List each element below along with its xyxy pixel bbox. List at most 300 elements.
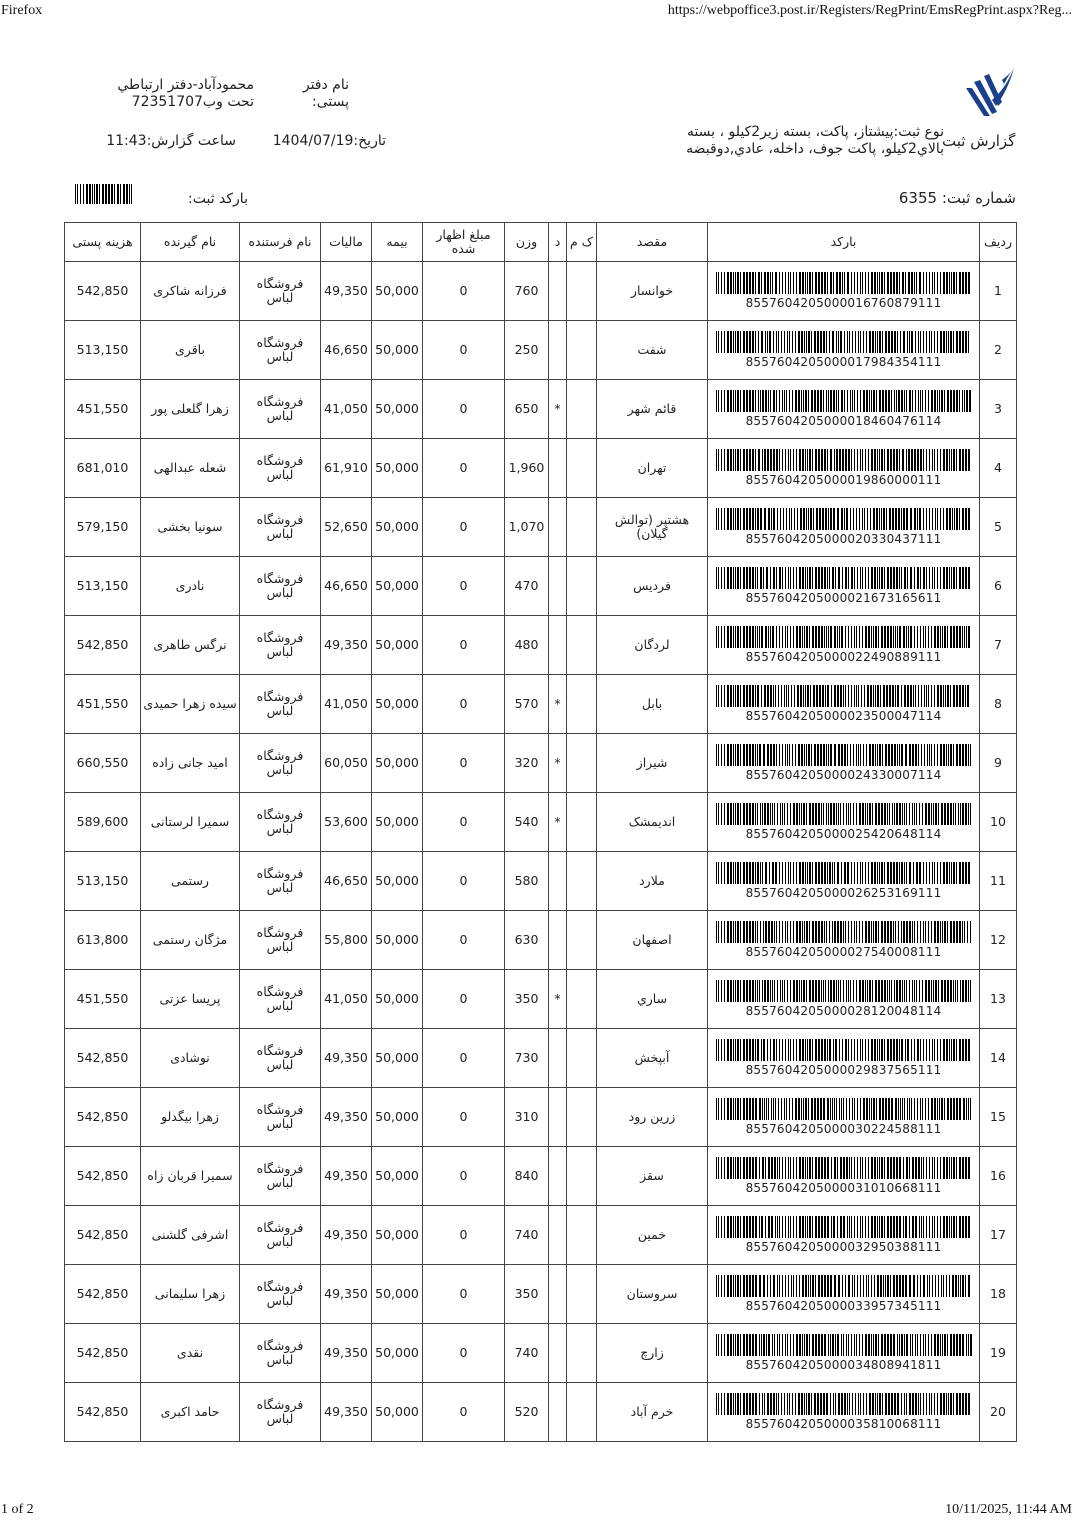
cell-receiver: حامد اکبری <box>141 1383 240 1442</box>
office-label: نام دفتر پستی: <box>302 77 349 110</box>
barcode-cell <box>708 557 980 616</box>
barcode-number: 8557604205000030224588111 <box>745 1122 942 1136</box>
table-row <box>65 675 1017 734</box>
cell-d: * <box>549 380 567 439</box>
cell-receiver: باقری <box>141 321 240 380</box>
barcode-graphic <box>715 1393 973 1415</box>
cell-d <box>549 262 567 321</box>
table-row <box>65 321 1017 380</box>
column-header: بارکد <box>708 223 980 262</box>
cell-idx: 1 <box>980 262 1017 321</box>
barcode-graphic <box>715 1157 973 1179</box>
table-row <box>65 1029 1017 1088</box>
cell-idx: 11 <box>980 852 1017 911</box>
cell-tax: 41,050 <box>321 675 372 734</box>
cell-dest: قائم شهر <box>597 380 708 439</box>
barcode-graphic <box>715 626 973 648</box>
barcode-cell <box>708 852 980 911</box>
cell-idx: 14 <box>980 1029 1017 1088</box>
cell-tax: 49,350 <box>321 1147 372 1206</box>
barcode-graphic <box>715 449 973 471</box>
cell-tax: 49,350 <box>321 1029 372 1088</box>
report-title: گزارش ثبت <box>942 132 1016 150</box>
cell-dest: خرم آباد <box>597 1383 708 1442</box>
cell-cost: 513,150 <box>65 557 141 616</box>
cell-receiver: زهرا بیگدلو <box>141 1088 240 1147</box>
cell-tax: 46,650 <box>321 321 372 380</box>
cell-d <box>549 616 567 675</box>
cell-dest: بابل <box>597 675 708 734</box>
cell-tax: 46,650 <box>321 852 372 911</box>
cell-idx: 17 <box>980 1206 1017 1265</box>
cell-idx: 5 <box>980 498 1017 557</box>
barcode-graphic <box>715 508 973 530</box>
cell-km <box>567 321 597 380</box>
cell-sender: فروشگاه لباس <box>240 911 321 970</box>
cell-insurance: 50,000 <box>372 1383 423 1442</box>
cell-receiver: نوشادی <box>141 1029 240 1088</box>
cell-sender: فروشگاه لباس <box>240 380 321 439</box>
barcode-cell <box>708 793 980 852</box>
cell-receiver: مژگان رستمی <box>141 911 240 970</box>
cell-insurance: 50,000 <box>372 793 423 852</box>
cell-declared: 0 <box>423 1206 505 1265</box>
barcode-graphic <box>715 1275 973 1297</box>
registration-table <box>64 222 1017 1442</box>
cell-declared: 0 <box>423 793 505 852</box>
cell-cost: 513,150 <box>65 321 141 380</box>
table-row <box>65 793 1017 852</box>
cell-insurance: 50,000 <box>372 1088 423 1147</box>
cell-declared: 0 <box>423 675 505 734</box>
cell-d <box>549 1383 567 1442</box>
cell-dest: اندیمشک <box>597 793 708 852</box>
cell-dest: زارچ <box>597 1324 708 1383</box>
barcode-cell <box>708 1088 980 1147</box>
cell-tax: 41,050 <box>321 380 372 439</box>
cell-insurance: 50,000 <box>372 1029 423 1088</box>
cell-sender: فروشگاه لباس <box>240 1206 321 1265</box>
cell-weight: 740 <box>505 1324 549 1383</box>
post-logo-icon <box>958 66 1016 122</box>
column-header: د <box>549 223 567 262</box>
cell-km <box>567 1324 597 1383</box>
cell-weight: 320 <box>505 734 549 793</box>
table-row <box>65 1206 1017 1265</box>
barcode-number: 8557604205000019860000111 <box>745 473 942 487</box>
cell-km <box>567 498 597 557</box>
cell-idx: 8 <box>980 675 1017 734</box>
registration-number: شماره ثبت: 6355 <box>898 189 1016 207</box>
cell-dest: زرین رود <box>597 1088 708 1147</box>
barcode-graphic <box>715 980 973 1002</box>
table-row <box>65 734 1017 793</box>
cell-weight: 480 <box>505 616 549 675</box>
barcode-graphic <box>715 331 973 353</box>
cell-insurance: 50,000 <box>372 852 423 911</box>
cell-d <box>549 911 567 970</box>
barcode-graphic <box>715 803 973 825</box>
cell-sender: فروشگاه لباس <box>240 616 321 675</box>
column-header: بیمه <box>372 223 423 262</box>
cell-receiver: سمیرا قربان زاه <box>141 1147 240 1206</box>
barcode-number: 8557604205000034808941811 <box>745 1358 942 1372</box>
barcode-graphic <box>715 1216 973 1238</box>
table-header-row <box>65 223 1017 262</box>
cell-d: * <box>549 793 567 852</box>
column-header: مبلغ اظهار شده <box>423 223 505 262</box>
cell-declared: 0 <box>423 970 505 1029</box>
cell-weight: 250 <box>505 321 549 380</box>
barcode-graphic <box>715 1098 973 1120</box>
cell-declared: 0 <box>423 262 505 321</box>
barcode-number: 8557604205000032950388111 <box>745 1240 942 1254</box>
cell-declared: 0 <box>423 1324 505 1383</box>
cell-tax: 61,910 <box>321 439 372 498</box>
cell-cost: 681,010 <box>65 439 141 498</box>
registration-barcode-label: بارکد ثبت: <box>188 191 248 207</box>
barcode-number: 8557604205000017984354111 <box>745 355 942 369</box>
cell-declared: 0 <box>423 1147 505 1206</box>
barcode-graphic <box>715 744 973 766</box>
cell-receiver: سونیا بخشی <box>141 498 240 557</box>
barcode-cell <box>708 1029 980 1088</box>
cell-sender: فروشگاه لباس <box>240 793 321 852</box>
cell-weight: 1,960 <box>505 439 549 498</box>
table-row <box>65 498 1017 557</box>
cell-dest: اصفهان <box>597 911 708 970</box>
cell-insurance: 50,000 <box>372 380 423 439</box>
cell-receiver: فرزانه شاکری <box>141 262 240 321</box>
cell-idx: 19 <box>980 1324 1017 1383</box>
cell-cost: 613,800 <box>65 911 141 970</box>
cell-tax: 49,350 <box>321 616 372 675</box>
cell-declared: 0 <box>423 1383 505 1442</box>
table-row <box>65 262 1017 321</box>
column-header: ردیف <box>980 223 1017 262</box>
barcode-graphic <box>715 272 973 294</box>
table-row <box>65 911 1017 970</box>
cell-km <box>567 852 597 911</box>
cell-sender: فروشگاه لباس <box>240 321 321 380</box>
barcode-number: 8557604205000020330437111 <box>745 532 942 546</box>
cell-tax: 52,650 <box>321 498 372 557</box>
cell-sender: فروشگاه لباس <box>240 852 321 911</box>
cell-km <box>567 557 597 616</box>
cell-insurance: 50,000 <box>372 1265 423 1324</box>
barcode-graphic <box>715 567 973 589</box>
barcode-cell <box>708 321 980 380</box>
cell-declared: 0 <box>423 557 505 616</box>
cell-insurance: 50,000 <box>372 557 423 616</box>
cell-sender: فروشگاه لباس <box>240 1029 321 1088</box>
cell-d: * <box>549 970 567 1029</box>
cell-tax: 41,050 <box>321 970 372 1029</box>
cell-cost: 542,850 <box>65 1206 141 1265</box>
barcode-graphic <box>715 1039 973 1061</box>
cell-d <box>549 1324 567 1383</box>
barcode-number: 8557604205000029837565111 <box>745 1063 942 1077</box>
cell-declared: 0 <box>423 1088 505 1147</box>
cell-insurance: 50,000 <box>372 498 423 557</box>
cell-receiver: نقدی <box>141 1324 240 1383</box>
cell-dest: شفت <box>597 321 708 380</box>
barcode-number: 8557604205000022490889111 <box>745 650 942 664</box>
cell-tax: 46,650 <box>321 557 372 616</box>
cell-cost: 542,850 <box>65 616 141 675</box>
cell-cost: 542,850 <box>65 1088 141 1147</box>
cell-cost: 542,850 <box>65 1383 141 1442</box>
cell-km <box>567 911 597 970</box>
cell-weight: 630 <box>505 911 549 970</box>
cell-dest: ملارد <box>597 852 708 911</box>
cell-receiver: زهرا گلعلی پور <box>141 380 240 439</box>
cell-cost: 542,850 <box>65 1265 141 1324</box>
column-header: مقصد <box>597 223 708 262</box>
cell-dest: هشتپر (توالش گیلان) <box>597 498 708 557</box>
table-row <box>65 1088 1017 1147</box>
barcode-graphic <box>715 921 973 943</box>
cell-d <box>549 1147 567 1206</box>
cell-declared: 0 <box>423 498 505 557</box>
cell-insurance: 50,000 <box>372 970 423 1029</box>
table-row <box>65 852 1017 911</box>
barcode-number: 8557604205000027540008111 <box>745 945 942 959</box>
barcode-number: 8557604205000026253169111 <box>745 886 942 900</box>
barcode-cell <box>708 1147 980 1206</box>
cell-km <box>567 970 597 1029</box>
cell-km <box>567 616 597 675</box>
cell-insurance: 50,000 <box>372 439 423 498</box>
cell-dest: لردگان <box>597 616 708 675</box>
cell-km <box>567 262 597 321</box>
cell-receiver: سیده زهرا حمیدی <box>141 675 240 734</box>
report-time: ساعت گزارش:11:43 <box>106 133 236 149</box>
cell-weight: 570 <box>505 675 549 734</box>
cell-receiver: امید جانی زاده <box>141 734 240 793</box>
cell-dest: شیراز <box>597 734 708 793</box>
cell-dest: سقز <box>597 1147 708 1206</box>
cell-receiver: زهرا سلیمانی <box>141 1265 240 1324</box>
table-row <box>65 557 1017 616</box>
barcode-number: 8557604205000018460476114 <box>745 414 942 428</box>
column-header: ک م <box>567 223 597 262</box>
cell-cost: 451,550 <box>65 970 141 1029</box>
barcode-number: 8557604205000035810068111 <box>745 1417 942 1431</box>
cell-km <box>567 380 597 439</box>
barcode-graphic <box>715 685 973 707</box>
cell-weight: 840 <box>505 1147 549 1206</box>
cell-km <box>567 734 597 793</box>
cell-idx: 4 <box>980 439 1017 498</box>
cell-dest: آبپخش <box>597 1029 708 1088</box>
cell-insurance: 50,000 <box>372 675 423 734</box>
browser-name: Firefox <box>1 3 43 18</box>
barcode-graphic <box>715 862 973 884</box>
report-date: تاریخ:1404/07/19 <box>272 133 386 149</box>
cell-km <box>567 439 597 498</box>
cell-d <box>549 498 567 557</box>
table-row <box>65 1383 1017 1442</box>
cell-d <box>549 852 567 911</box>
cell-idx: 6 <box>980 557 1017 616</box>
column-header: مالیات <box>321 223 372 262</box>
cell-dest: فردیس <box>597 557 708 616</box>
cell-receiver: رستمی <box>141 852 240 911</box>
cell-km <box>567 675 597 734</box>
cell-d <box>549 321 567 380</box>
barcode-cell <box>708 1265 980 1324</box>
cell-declared: 0 <box>423 616 505 675</box>
cell-weight: 580 <box>505 852 549 911</box>
column-header: هزینه پستی <box>65 223 141 262</box>
barcode-cell <box>708 675 980 734</box>
barcode-number: 8557604205000033957345111 <box>745 1299 942 1313</box>
registration-barcode <box>74 184 136 204</box>
cell-tax: 53,600 <box>321 793 372 852</box>
cell-insurance: 50,000 <box>372 911 423 970</box>
cell-receiver: پریسا عزتی <box>141 970 240 1029</box>
cell-km <box>567 793 597 852</box>
cell-km <box>567 1029 597 1088</box>
barcode-cell <box>708 970 980 1029</box>
cell-dest: ساري <box>597 970 708 1029</box>
cell-sender: فروشگاه لباس <box>240 970 321 1029</box>
cell-weight: 470 <box>505 557 549 616</box>
cell-idx: 9 <box>980 734 1017 793</box>
cell-dest: سروستان <box>597 1265 708 1324</box>
cell-idx: 16 <box>980 1147 1017 1206</box>
cell-km <box>567 1206 597 1265</box>
cell-d <box>549 1206 567 1265</box>
barcode-cell <box>708 1324 980 1383</box>
cell-sender: فروشگاه لباس <box>240 262 321 321</box>
table-row <box>65 380 1017 439</box>
cell-idx: 13 <box>980 970 1017 1029</box>
page-url: https://webpoffice3.post.ir/Registers/RegPrint/EmsRegPrint.aspx?Reg... <box>667 3 1072 18</box>
barcode-cell <box>708 380 980 439</box>
cell-weight: 520 <box>505 1383 549 1442</box>
cell-sender: فروشگاه لباس <box>240 557 321 616</box>
cell-dest: خمین <box>597 1206 708 1265</box>
barcode-cell <box>708 1383 980 1442</box>
cell-declared: 0 <box>423 380 505 439</box>
cell-tax: 49,350 <box>321 1206 372 1265</box>
cell-sender: فروشگاه لباس <box>240 439 321 498</box>
table-row <box>65 970 1017 1029</box>
cell-insurance: 50,000 <box>372 262 423 321</box>
cell-receiver: شعله عبدالهی <box>141 439 240 498</box>
cell-idx: 2 <box>980 321 1017 380</box>
cell-declared: 0 <box>423 734 505 793</box>
cell-tax: 55,800 <box>321 911 372 970</box>
barcode-number: 8557604205000028120048114 <box>745 1004 942 1018</box>
cell-sender: فروشگاه لباس <box>240 1147 321 1206</box>
barcode-number: 8557604205000016760879111 <box>745 296 942 310</box>
table-row <box>65 616 1017 675</box>
cell-insurance: 50,000 <box>372 734 423 793</box>
cell-insurance: 50,000 <box>372 321 423 380</box>
registration-type: نوع ثبت:پیشتاز، پاکت، بسته زیر2کیلو ، بسته بالاي2کیلو، پاکت جوف، داخله، عادي,دوقبضه <box>686 124 944 157</box>
cell-declared: 0 <box>423 1265 505 1324</box>
barcode-cell <box>708 734 980 793</box>
cell-weight: 310 <box>505 1088 549 1147</box>
cell-d: * <box>549 734 567 793</box>
cell-d <box>549 1029 567 1088</box>
cell-cost: 542,850 <box>65 1324 141 1383</box>
cell-idx: 20 <box>980 1383 1017 1442</box>
cell-weight: 650 <box>505 380 549 439</box>
cell-weight: 760 <box>505 262 549 321</box>
cell-receiver: اشرفی گلشنی <box>141 1206 240 1265</box>
cell-km <box>567 1265 597 1324</box>
cell-cost: 579,150 <box>65 498 141 557</box>
cell-declared: 0 <box>423 852 505 911</box>
cell-receiver: سمیرا لرستانی <box>141 793 240 852</box>
cell-idx: 7 <box>980 616 1017 675</box>
cell-receiver: نرگس طاهری <box>141 616 240 675</box>
cell-cost: 660,550 <box>65 734 141 793</box>
cell-d <box>549 1088 567 1147</box>
print-datetime: 10/11/2025, 11:44 AM <box>945 1502 1072 1517</box>
column-header: نام گیرنده <box>141 223 240 262</box>
barcode-cell <box>708 911 980 970</box>
barcode-graphic <box>715 1334 973 1356</box>
cell-sender: فروشگاه لباس <box>240 1324 321 1383</box>
cell-weight: 1,070 <box>505 498 549 557</box>
cell-weight: 730 <box>505 1029 549 1088</box>
cell-dest: خوانسار <box>597 262 708 321</box>
cell-dest: تهران <box>597 439 708 498</box>
cell-d <box>549 557 567 616</box>
cell-cost: 451,550 <box>65 380 141 439</box>
column-header: نام فرستنده <box>240 223 321 262</box>
cell-weight: 350 <box>505 970 549 1029</box>
barcode-number: 8557604205000021673165611 <box>745 591 942 605</box>
table-row <box>65 1324 1017 1383</box>
cell-idx: 3 <box>980 380 1017 439</box>
barcode-cell <box>708 616 980 675</box>
barcode-number: 8557604205000023500047114 <box>745 709 942 723</box>
cell-tax: 49,350 <box>321 262 372 321</box>
cell-tax: 60,050 <box>321 734 372 793</box>
table-body <box>65 262 1017 1442</box>
cell-km <box>567 1088 597 1147</box>
cell-tax: 49,350 <box>321 1383 372 1442</box>
cell-sender: فروشگاه لباس <box>240 498 321 557</box>
cell-d <box>549 1265 567 1324</box>
cell-insurance: 50,000 <box>372 1324 423 1383</box>
table-row <box>65 1265 1017 1324</box>
cell-declared: 0 <box>423 439 505 498</box>
cell-sender: فروشگاه لباس <box>240 1383 321 1442</box>
barcode-cell <box>708 498 980 557</box>
cell-idx: 18 <box>980 1265 1017 1324</box>
cell-tax: 49,350 <box>321 1088 372 1147</box>
cell-cost: 542,850 <box>65 262 141 321</box>
barcode-cell <box>708 1206 980 1265</box>
office-value: محمودآباد-دفتر ارتباطي تحت وب72351707 <box>117 77 254 110</box>
cell-idx: 15 <box>980 1088 1017 1147</box>
cell-tax: 49,350 <box>321 1265 372 1324</box>
cell-insurance: 50,000 <box>372 616 423 675</box>
cell-cost: 542,850 <box>65 1147 141 1206</box>
cell-d: * <box>549 675 567 734</box>
cell-declared: 0 <box>423 1029 505 1088</box>
barcode-number: 8557604205000024330007114 <box>745 768 942 782</box>
cell-cost: 542,850 <box>65 1029 141 1088</box>
table-row <box>65 1147 1017 1206</box>
